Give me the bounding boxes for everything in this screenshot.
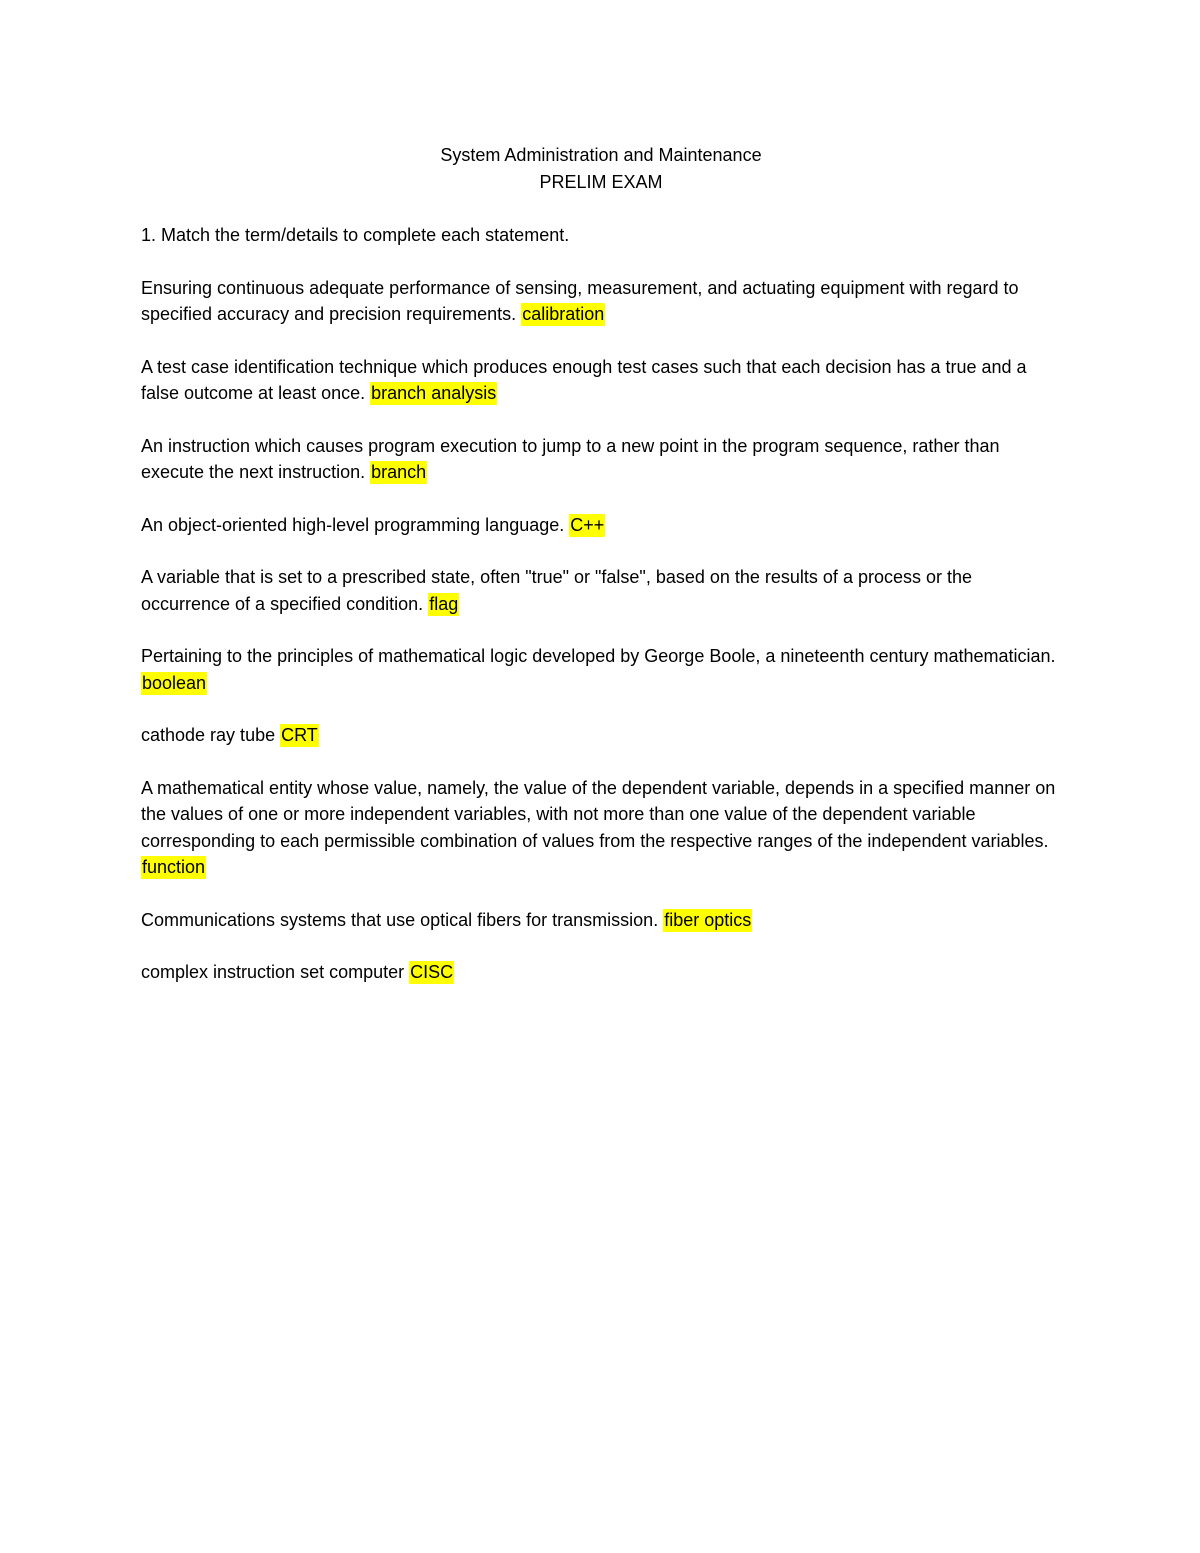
- answer-highlight: fiber optics: [664, 909, 752, 930]
- question-statement: Pertaining to the principles of mathematical logic developed by George Boole, a nineteenth century mathematician.: [141, 646, 1056, 666]
- answer-highlight: calibration: [522, 304, 605, 324]
- answer-highlight: CRT: [281, 725, 318, 745]
- question-item: [141, 722, 1061, 749]
- question-statement: An object-oriented high-level programming language.: [141, 514, 565, 535]
- document-subtitle: PRELIM EXAM: [539, 172, 663, 192]
- question-statement: A variable that is set to a prescribed state, often "true" or "false", based on the results of a process or the occurrence of a specified condition.: [141, 567, 973, 614]
- answer-highlight: function: [142, 857, 206, 877]
- question-item: [141, 354, 1061, 407]
- question-statement: A mathematical entity whose value, namely, the value of the dependent variable, depends in a specified manner on the values of one or more independent variables, with not more than one value of the dependent variable corresponding to each permissible combination of values from the respective ranges of the independent variables.: [141, 777, 1056, 851]
- exam-instruction: 1. Match the term/details to complete each statement.: [141, 225, 570, 245]
- answer-highlight: branch: [371, 462, 427, 482]
- answer-highlight: C++: [570, 514, 605, 535]
- question-statement: Ensuring continuous adequate performance of sensing, measurement, and actuating equipment with regard to specified accuracy and precision requirements.: [141, 277, 1019, 324]
- question-item: [141, 275, 1061, 328]
- question-statement: Communications systems that use optical fibers for transmission.: [141, 909, 659, 930]
- answer-highlight: flag: [429, 593, 459, 614]
- question-statement: cathode ray tube: [141, 725, 276, 745]
- question-statement: complex instruction set computer: [141, 962, 405, 982]
- question-item: [141, 643, 1061, 696]
- document-page: [141, 142, 1061, 1012]
- question-item: [141, 433, 1061, 486]
- question-item: [141, 959, 1061, 986]
- document-title: System Administration and Maintenance: [440, 145, 762, 165]
- question-item: [141, 512, 1061, 539]
- answer-highlight: branch analysis: [371, 383, 497, 403]
- question-statement: A test case identification technique which produces enough test cases such that each decision has a true and a false outcome at least once.: [141, 356, 1027, 403]
- answer-highlight: CISC: [410, 962, 454, 982]
- question-statement: An instruction which causes program execution to jump to a new point in the program sequence, rather than execute the next instruction.: [141, 435, 1000, 482]
- answer-highlight: boolean: [142, 672, 207, 693]
- title-block: [141, 142, 1061, 196]
- question-item: [141, 564, 1061, 617]
- question-item: [141, 775, 1061, 881]
- question-item: [141, 907, 1061, 934]
